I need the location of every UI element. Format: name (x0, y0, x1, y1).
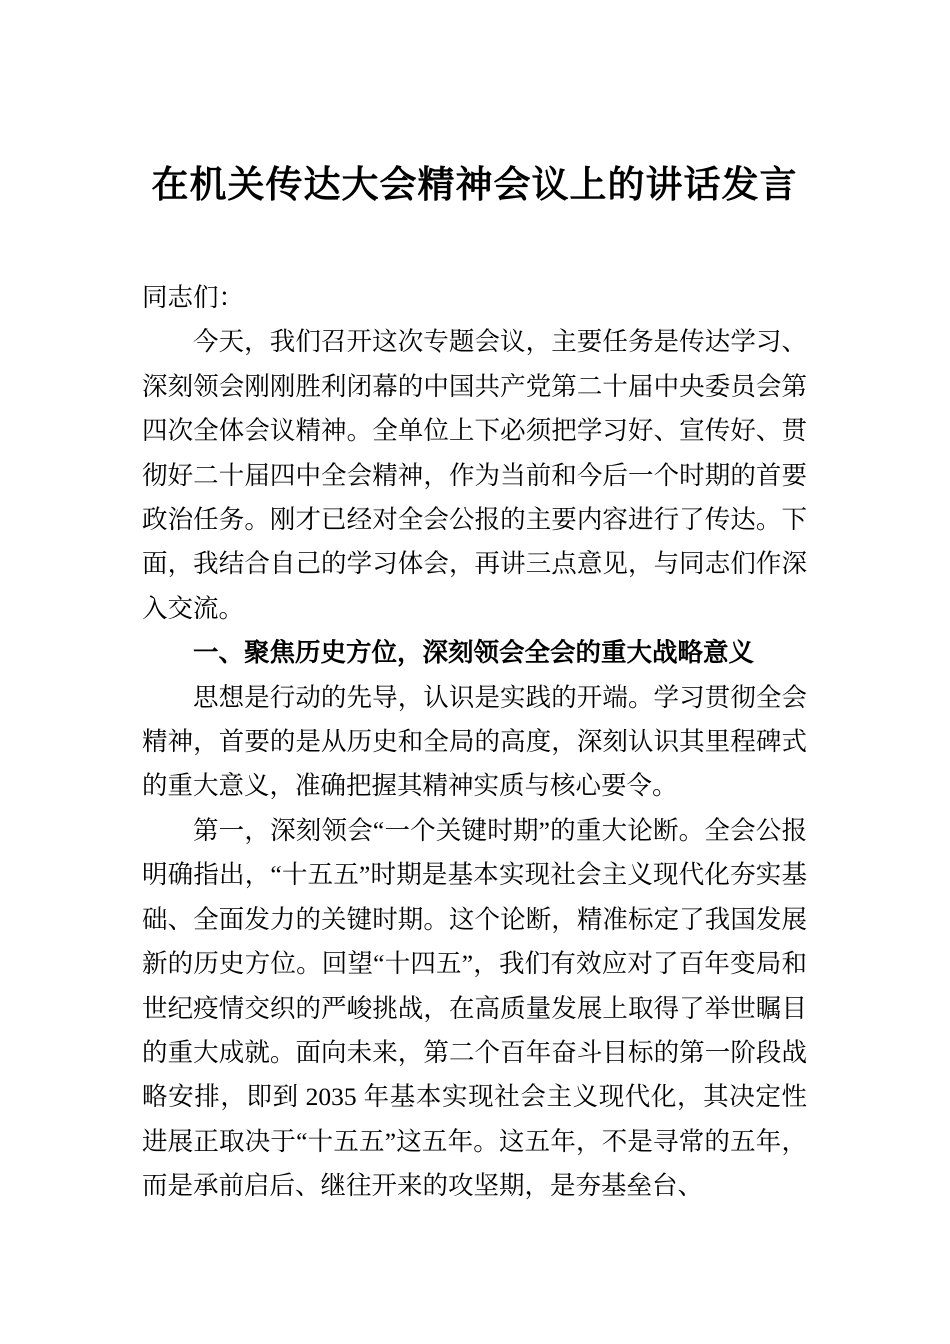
salutation-line: 同志们： (142, 283, 245, 312)
document-title: 在机关传达大会精神会议上的讲话发言 (151, 165, 798, 206)
document-body (142, 276, 807, 1209)
paragraph-section1-lead: 思想是行动的先导，认识是实践的开端。学习贯彻全会精神，首要的是从历史和全局的高度，深刻认识其里程碑式的重大意义，准确把握其精神实质与核心要令。 (142, 682, 807, 801)
paragraph-first-point: 第一，深刻领会“一个关键时期”的重大论断。全会公报明确指出，“十五五”时期是基本实现社会主义现代化夯实基础、全面发力的关键时期。这个论断，精准标定了我国发展新的历史方位。回望“十四五”，我们有效应对了百年变局和世纪疫情交织的严峻挑战，在高质量发展上取得了举世瞩目的重大成就。面向未来，第二个百年奋斗目标的第一阶段战略安排，即到 2035 年基本实现社会主义现代化，其决定性进展正取决于“十五五”这五年。这五年，不是寻常的五年，而是承前启后、继往开来的攻坚期，是夯基垒台、 (142, 815, 807, 1201)
paragraph-intro: 今天，我们召开这次专题会议，主要任务是传达学习、深刻领会刚刚胜利闭幕的中国共产党第二十届中央委员会第四次全体会议精神。全单位上下必须把学习好、宣传好、贯彻好二十届四中全会精神，作为当前和今后一个时期的首要政治任务。刚才已经对全会公报的主要内容进行了传达。下面，我结合自己的学习体会，再讲三点意见，与同志们作深入交流。 (142, 327, 807, 623)
section-heading-1: 一、聚焦历史方位，深刻领会全会的重大战略意义 (193, 639, 755, 668)
